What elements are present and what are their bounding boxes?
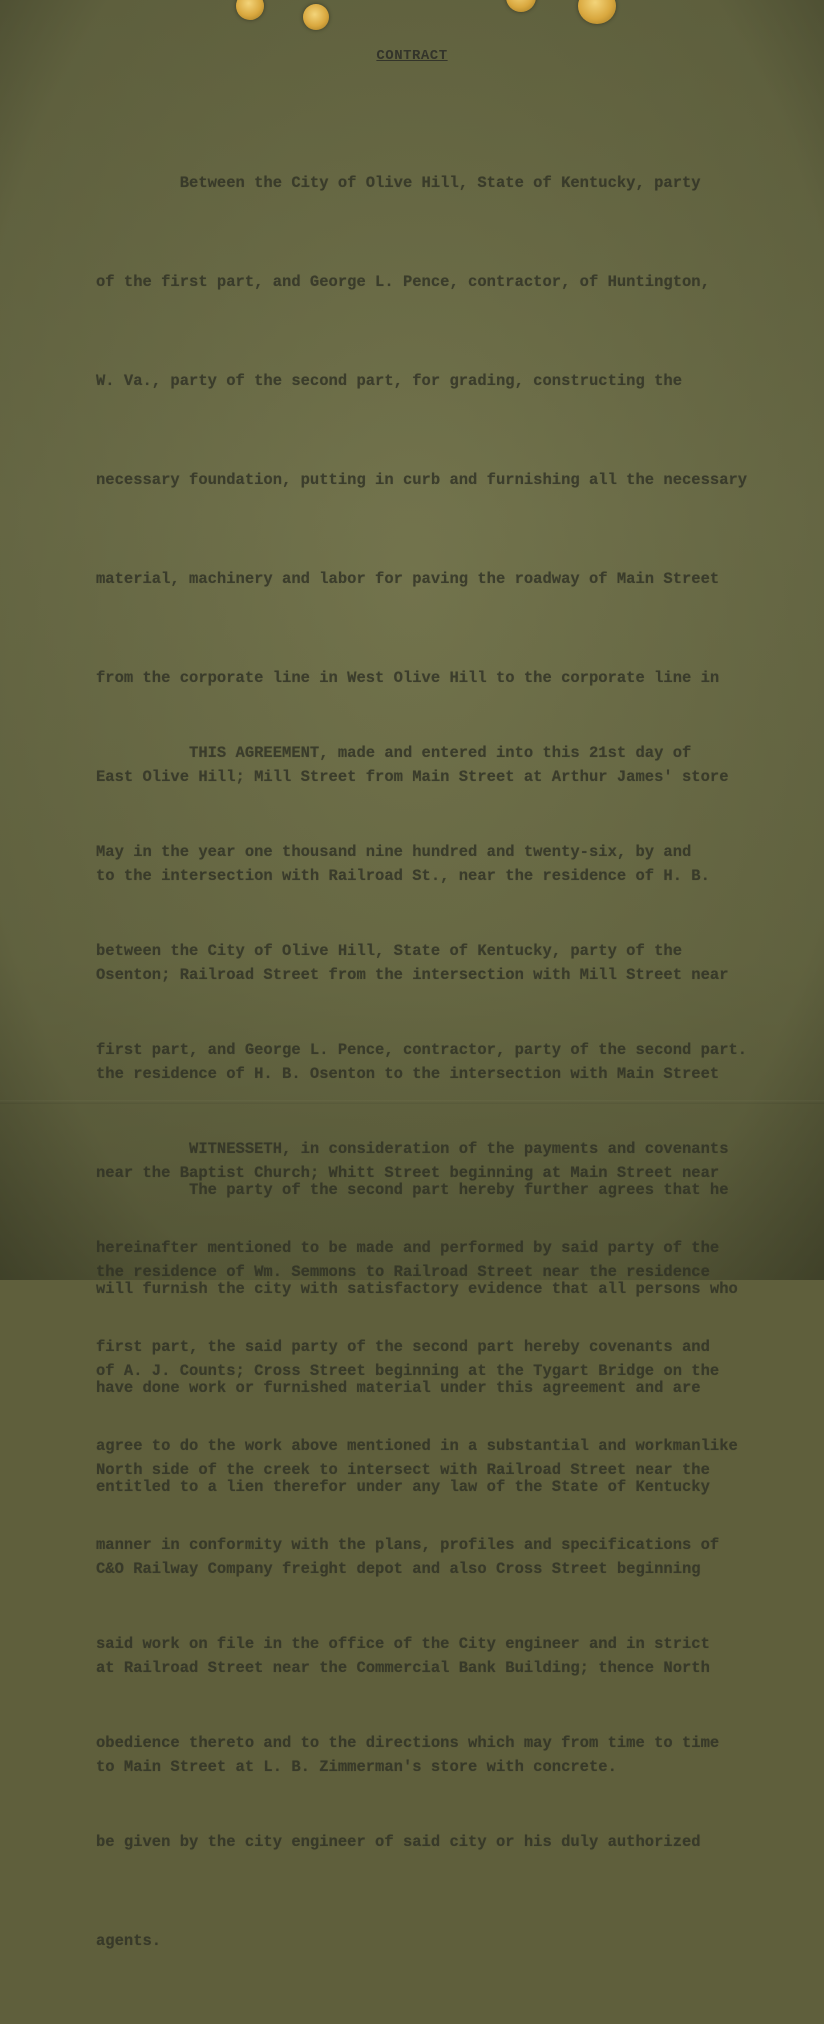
punch-hole-mark <box>303 4 329 30</box>
text-line: agents. <box>96 1932 162 1950</box>
text-line: be given by the city engineer of said city or his duly authorized <box>96 1833 701 1851</box>
text-line: first part, and George L. Pence, contractor, party of the second part. <box>96 1041 748 1059</box>
punch-hole-mark <box>236 0 264 20</box>
text-line: May in the year one thousand nine hundred and twenty-six, by and <box>96 843 692 861</box>
text-line: WITNESSETH, in consideration of the payments and covenants <box>96 1140 729 1158</box>
text-line: said work on file in the office of the City engineer and in strict <box>96 1635 710 1653</box>
text-line: The party of the second part hereby further agrees that he <box>96 1181 729 1199</box>
paragraph-further-agreement <box>96 1108 806 1570</box>
text-line: from the corporate line in West Olive Hill to the corporate line in <box>96 669 720 687</box>
text-line: of the first part, and George L. Pence, contractor, of Huntington, <box>96 273 710 291</box>
text-line: hereinafter mentioned to be made and performed by said party of the <box>96 1239 720 1257</box>
text-line: have done work or furnished material under this agreement and are <box>96 1379 701 1397</box>
text-line: to Main Street at L. B. Zimmerman's store with concrete. <box>96 1758 617 1776</box>
text-line: the residence of Wm. Semmons to Railroad Street near the residence <box>96 1263 710 1281</box>
text-line: first part, the said party of the second part hereby covenants and <box>96 1338 710 1356</box>
text-line: Osenton; Railroad Street from the intersection with Mill Street near <box>96 966 729 984</box>
text-line: the residence of H. B. Osenton to the intersection with Main Street <box>96 1065 720 1083</box>
text-line: W. Va., party of the second part, for grading, constructing the <box>96 372 682 390</box>
text-line: entitled to a lien therefor under any law of the State of Kentucky <box>96 1478 710 1496</box>
text-line: Between the City of Olive Hill, State of Kentucky, party <box>96 174 701 192</box>
text-line: C&O Railway Company freight depot and also Cross Street beginning <box>96 1560 701 1578</box>
text-line: North side of the creek to intersect with Railroad Street near the <box>96 1461 710 1479</box>
text-line: will furnish the city with satisfactory evidence that all persons who <box>96 1280 738 1298</box>
text-line: at Railroad Street near the Commercial Bank Building; thence North <box>96 1659 710 1677</box>
paper-fold-line <box>0 1100 824 1104</box>
text-line: between the City of Olive Hill, State of Kentucky, party of the <box>96 942 682 960</box>
text-line: East Olive Hill; Mill Street from Main Street at Arthur James' store <box>96 768 729 786</box>
text-line: agree to do the work above mentioned in a substantial and workmanlike <box>96 1437 738 1455</box>
text-line: to the intersection with Railroad St., near the residence of H. B. <box>96 867 710 885</box>
text-line: manner in conformity with the plans, profiles and specifications of <box>96 1536 720 1554</box>
punch-hole-mark <box>506 0 536 12</box>
text-line: necessary foundation, putting in curb and furnishing all the necessary <box>96 471 748 489</box>
text-line: THIS AGREEMENT, made and entered into this 21st day of <box>96 744 692 762</box>
text-line: material, machinery and labor for paving the roadway of Main Street <box>96 570 720 588</box>
document-title: CONTRACT <box>376 48 448 64</box>
text-line: near the Baptist Church; Whitt Street beginning at Main Street near <box>96 1164 720 1182</box>
punch-hole-mark <box>578 0 616 24</box>
text-line: of A. J. Counts; Cross Street beginning at the Tygart Bridge on the <box>96 1362 720 1380</box>
text-line: obedience thereto and to the directions which may from time to time <box>96 1734 720 1752</box>
